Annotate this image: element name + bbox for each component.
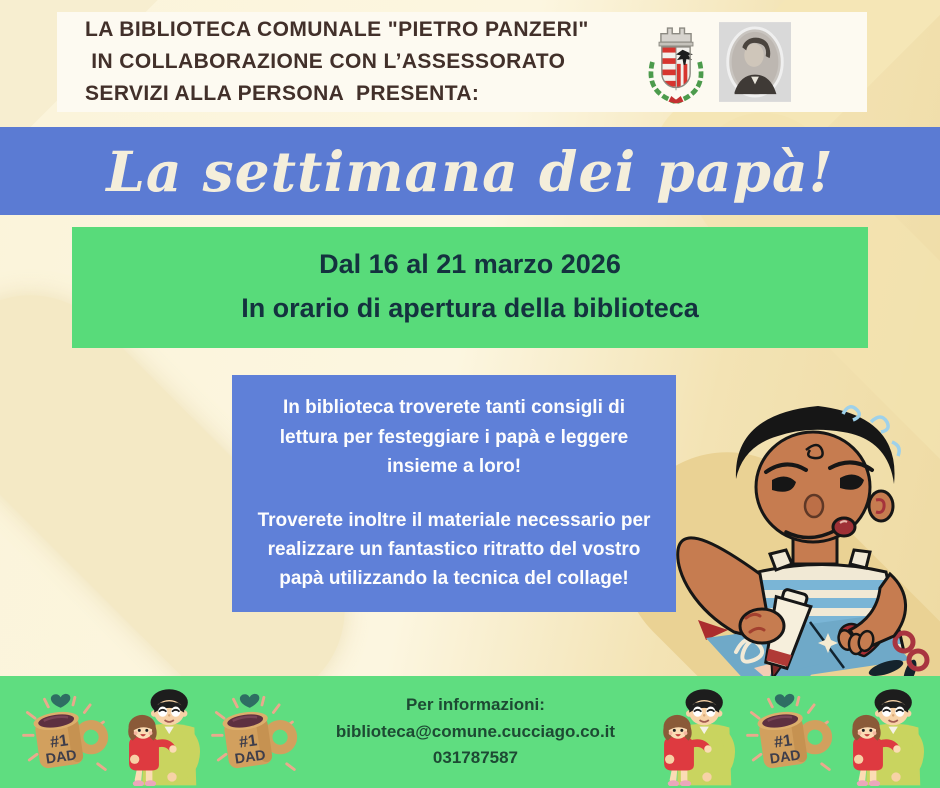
header-text-block [57,14,643,110]
number-one-dad-mug-illustration [16,682,111,782]
father-holding-child-illustration [116,684,200,786]
header-band [57,12,867,112]
header-line-2: IN COLLABORAZIONE CON L’ASSESSORATO [85,50,566,74]
date-range: Dal 16 al 21 marzo 2026 [319,249,621,279]
info-box [232,375,676,612]
father-holding-child-illustration [840,684,924,786]
pietro-panzeri-portrait [719,22,791,102]
father-holding-child-illustration [651,684,735,786]
info-paragraph-1: In biblioteca troverete tanti consigli di lettura per festeggiare i papà e leggere insieme a loro! [279,397,629,478]
contact-phone: 031787587 [432,748,519,768]
number-one-dad-mug-illustration [740,682,835,782]
child-collage-illustration [658,384,930,676]
cucciago-coat-of-arms [643,18,709,106]
header-images [643,18,791,106]
date-banner [72,227,868,348]
number-one-dad-mug-illustration [205,682,300,782]
event-title: La settimana dei papà! [106,138,834,204]
header-line-1: LA BIBLIOTECA COMUNALE "PIETRO PANZERI" [85,18,589,42]
opening-hours: In orario di apertura della biblioteca [241,292,699,323]
contact-email: biblioteca@comune.cucciago.co.it [335,721,616,741]
header-line-3: SERVIZI ALLA PERSONA PRESENTA: [85,81,480,105]
contact-info-block [305,692,645,771]
info-paragraph-2: Troverete inoltre il materiale necessario per realizzare un fantastico ritratto del vostro papà utilizzando la tecnica del collage! [257,509,651,590]
footer-band [0,676,940,788]
contact-info-label: Per informazioni: [406,695,545,715]
title-banner [0,127,940,215]
